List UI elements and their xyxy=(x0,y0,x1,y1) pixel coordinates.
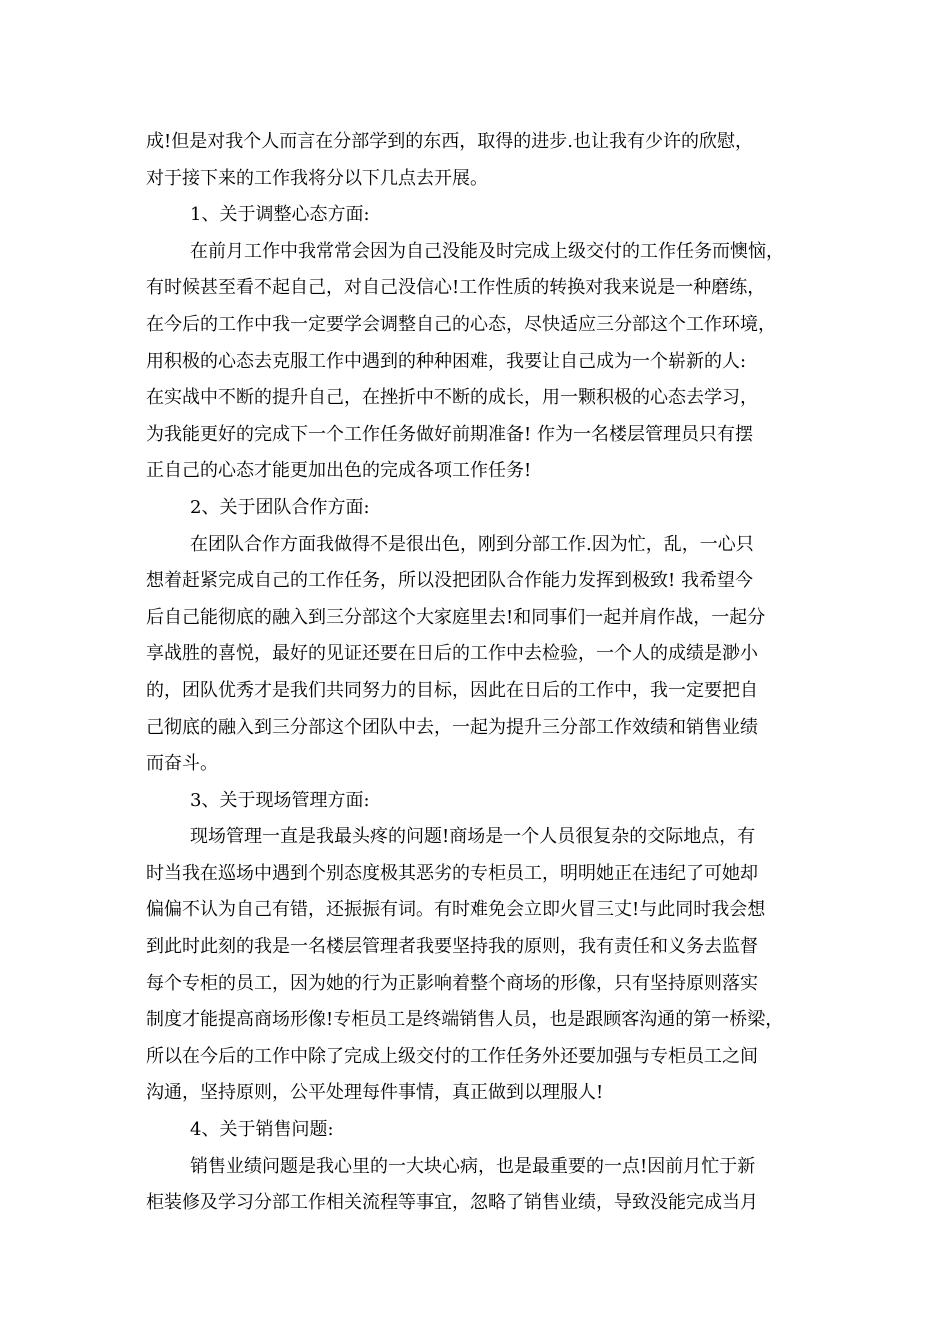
text-line: 为我能更好的完成下一个工作任务做好前期准备! 作为一名楼层管理员只有摆 xyxy=(146,423,753,445)
text-line: 3、关于现场管理方面: xyxy=(190,789,370,811)
text-line: 制度才能提高商场形像!专柜员工是终端销售人员，也是跟顾客沟通的第一桥梁， xyxy=(146,1009,784,1031)
text-line: 4、关于销售问题: xyxy=(190,1119,334,1141)
text-line: 每个专柜的员工，因为她的行为正影响着整个商场的形像，只有坚持原则落实 xyxy=(146,972,758,994)
text-line: 在前月工作中我常常会因为自己没能及时完成上级交付的工作任务而懊恼， xyxy=(190,240,784,262)
text-line: 用积极的心态去克服工作中遇到的种种困难，我要让自己成为一个崭新的人: xyxy=(146,350,747,372)
text-line: 所以在今后的工作中除了完成上级交付的工作任务外还要加强与专柜员工之间 xyxy=(146,1045,758,1067)
text-line: 己彻底的融入到三分部这个团队中去，一起为提升三分部工作效绩和销售业绩 xyxy=(146,716,758,738)
text-line: 后自己能彻底的融入到三分部这个大家庭里去!和同事们一起并肩作战，一起分 xyxy=(146,606,766,628)
text-line: 柜装修及学习分部工作相关流程等事宜，忽略了销售业绩，导致没能完成当月 xyxy=(146,1192,758,1214)
text-line: 在团队合作方面我做得不是很出色，刚到分部工作.因为忙，乱，一心只 xyxy=(190,533,754,555)
text-line: 时当我在巡场中遇到个别态度极其恶劣的专柜员工，明明她正在违纪了可她却 xyxy=(146,862,758,884)
text-line: 现场管理一直是我最头疼的问题!商场是一个人员很复杂的交际地点，有 xyxy=(190,826,756,848)
text-line: 享战胜的喜悦，最好的见证还要在日后的工作中去检验，一个人的成绩是渺小 xyxy=(146,643,758,665)
text-line: 销售业绩问题是我心里的一大块心病，也是最重要的一点!因前月忙于新 xyxy=(190,1155,756,1177)
text-line: 想着赶紧完成自己的工作任务，所以没把团队合作能力发挥到极致! 我希望今 xyxy=(146,570,753,592)
text-line: 有时候甚至看不起自己，对自己没信心!工作性质的转换对我来说是一种磨练， xyxy=(146,277,766,299)
text-line: 偏偏不认为自己有错，还振振有词。有时难免会立即火冒三丈!与此同时我会想 xyxy=(146,899,766,921)
text-line: 成!但是对我个人而言在分部学到的东西，取得的进步.也让我有少许的欣慰， xyxy=(146,131,753,152)
text-line: 的，团队优秀才是我们共同努力的目标，因此在日后的工作中，我一定要把自 xyxy=(146,679,758,701)
text-line: 对于接下来的工作我将分以下几点去开展。 xyxy=(146,167,488,189)
text-line: 在今后的工作中我一定要学会调整自己的心态，尽快适应三分部这个工作环境， xyxy=(146,313,776,335)
text-line: 而奋斗。 xyxy=(146,753,218,775)
document-body xyxy=(146,124,806,1222)
text-line: 沟通，坚持原则，公平处理每件事情，真正做到以理服人! xyxy=(146,1082,604,1104)
text-line: 在实战中不断的提升自己，在挫折中不断的成长，用一颗积极的心态去学习， xyxy=(146,387,758,409)
text-line: 1、关于调整心态方面: xyxy=(190,204,370,226)
text-line: 到此时此刻的我是一名楼层管理者我要坚持我的原则，我有责任和义务去监督 xyxy=(146,936,758,958)
text-line: 2、关于团队合作方面: xyxy=(190,496,370,518)
text-line: 正自己的心态才能更加出色的完成各项工作任务! xyxy=(146,460,532,482)
